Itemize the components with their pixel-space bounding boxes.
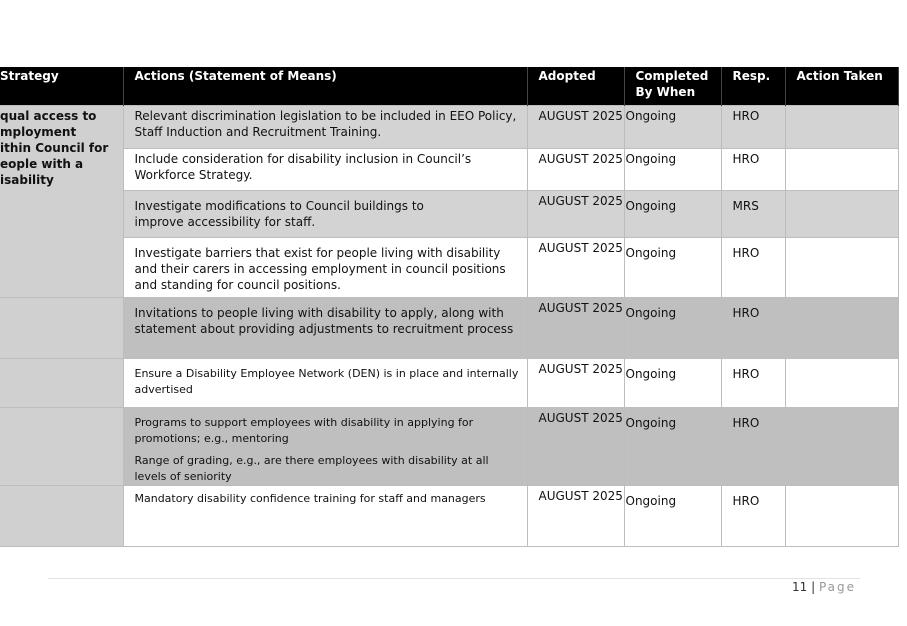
strategy-line: eople with a [0,156,84,171]
action-taken-cell [785,237,898,297]
table-row [0,297,898,358]
table-row [0,237,898,297]
action-taken-cell [785,407,898,485]
action-line: Range of grading, e.g., are there employees with disability at all levels of seniority [134,453,489,483]
strategy-line: qual access to [0,108,97,123]
action-taken-cell [785,105,898,148]
footer-divider [48,578,860,579]
resp-cell: HRO [721,297,785,358]
completed-cell: Ongoing [624,148,721,190]
page-number: 11 [791,580,808,594]
completed-cell: Ongoing [624,358,721,407]
adopted-cell: AUGUST 2025 [527,190,624,237]
completed-cell: Ongoing [624,237,721,297]
table-row [0,407,898,485]
page-footer [792,580,856,594]
table-row [0,105,898,148]
strategy-cell-empty [0,407,123,485]
action-cell: Invitations to people living with disability to apply, along with statement about providing adjustments to recruitment process [123,297,527,358]
completed-cell: Ongoing [624,297,721,358]
resp-cell: HRO [721,148,785,190]
strategy-cell-empty [0,358,123,407]
strategy-cell-empty [0,297,123,358]
resp-cell: HRO [721,407,785,485]
action-taken-cell [785,358,898,407]
header-strategy: Strategy [0,67,123,105]
page-separator: | [811,580,816,594]
action-line: Investigate modifications to Council buildings to [134,198,424,213]
action-taken-cell [785,485,898,546]
adopted-cell: AUGUST 2025 [527,485,624,546]
strategy-line: isability [0,172,54,187]
table-row [0,485,898,546]
action-plan-table-wrapper [0,67,898,547]
strategy-cell [0,105,123,297]
page-label: Page [818,580,856,594]
adopted-cell: AUGUST 2025 [527,297,624,358]
action-plan-table [0,67,899,547]
header-adopted: Adopted [527,67,624,105]
action-cell: Include consideration for disability inclusion in Council’s Workforce Strategy. [123,148,527,190]
action-cell [123,407,527,485]
strategy-line: mployment [0,124,77,139]
strategy-cell-empty [0,485,123,546]
action-cell [123,190,527,237]
action-taken-cell [785,148,898,190]
action-cell: Relevant discrimination legislation to be included in EEO Policy, Staff Induction and Recruitment Training. [123,105,527,148]
action-taken-cell [785,297,898,358]
table-header-row [0,67,898,105]
completed-cell: Ongoing [624,407,721,485]
header-actions: Actions (Statement of Means) [123,67,527,105]
header-resp: Resp. [721,67,785,105]
table-row [0,190,898,237]
action-line: Programs to support employees with disability in applying for promotions; e.g., mentoring [134,415,474,445]
header-action-taken: Action Taken [785,67,898,105]
adopted-cell: AUGUST 2025 [527,105,624,148]
action-cell: Mandatory disability confidence training for staff and managers [123,485,527,546]
strategy-line: ithin Council for [0,140,109,155]
completed-cell: Ongoing [624,190,721,237]
header-completed: Completed By When [624,67,721,105]
action-cell: Ensure a Disability Employee Network (DEN) is in place and internally advertised [123,358,527,407]
adopted-cell: AUGUST 2025 [527,358,624,407]
resp-cell: HRO [721,237,785,297]
table-row [0,148,898,190]
adopted-cell: AUGUST 2025 [527,148,624,190]
resp-cell: HRO [721,358,785,407]
resp-cell: HRO [721,485,785,546]
action-cell: Investigate barriers that exist for people living with disability and their carers in accessing employment in council positions and standing for council positions. [123,237,527,297]
resp-cell: HRO [721,105,785,148]
completed-cell: Ongoing [624,485,721,546]
table-row [0,358,898,407]
completed-cell: Ongoing [624,105,721,148]
action-line: improve accessibility for staff. [134,214,316,229]
adopted-cell: AUGUST 2025 [527,237,624,297]
adopted-cell: AUGUST 2025 [527,407,624,485]
resp-cell: MRS [721,190,785,237]
action-taken-cell [785,190,898,237]
